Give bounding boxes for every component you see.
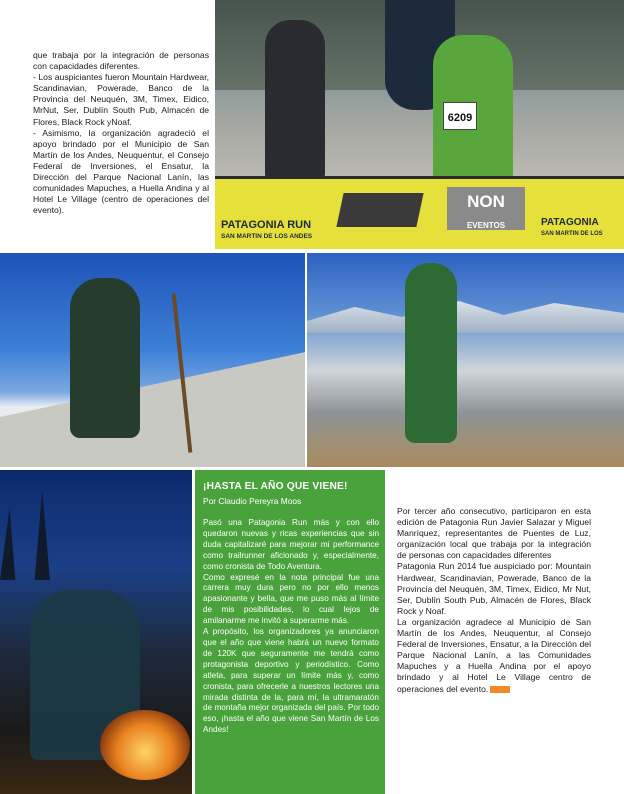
banner-eventos-label: EVENTOS [447,221,525,230]
top-left-text-column [33,50,209,216]
finish-line-photo [215,0,624,249]
paragraph: Como expresé en la nota principal fue una carrera muy dura pero no por ello menos apasionante y bella, que me puso más al límite de mis posibilidades, lo cual lejos de amilanarme me invitó a superarme más. [203,572,379,626]
runner-figure [70,278,140,438]
feature-title: ¡HASTA EL AÑO QUE VIENE! [203,481,348,492]
campfire [100,710,190,780]
night-campfire-photo [0,470,192,794]
tree-silhouettes [0,490,192,580]
paragraph [397,617,591,695]
banner-patagonia-run-logo: PATAGONIA RUN [221,219,312,231]
paragraph-text: La organización agradece al Municipio de San Martín de los Andes, Neuquentur, al Consejo Federal de Inversiones, Ensatur, a la Dirección del Parque Nacional Lanín, a las Comunidades Mapuches y a Huella Andina por el apoyo brindado y al Hotel Le Village centro de operaciones del evento. [397,616,591,694]
snowy-slope [0,345,305,467]
feature-body [203,518,379,736]
runner-with-stick-photo [0,253,305,467]
paragraph: - Los auspiciantes fueron Mountain Hardwear, Scandinavian, Powerade, Banco de la Provincia del Neuquén, 3M, Timex, Eidico, MrNut, Ser, Dublín South Pub, Almacén de Flores, Black Rock yNoaf. [33,72,209,127]
race-bib: 6209 [443,102,477,130]
end-of-article-mark [490,686,510,693]
banner-patagonia-logo-right: PATAGONIA [541,217,599,228]
paragraph: Por tercer año consecutivo, participaron en esta edición de Patagonia Run Javier Salazar y Miguel Manríquez, representantes de Puentes de Luz, organización local que trabaja por la integración de personas con capacidades diferentes [397,506,591,561]
mountain-runner-photo [307,253,624,467]
spectator-figure [265,20,325,180]
mountain-range [307,293,624,333]
paragraph: A propósito, los organizadores ya anunciaron que el año que viene habrá un nuevo formato de 120K que seguramente me tendrá como protagonista deportivo y periodístico. Como atleta, para superar un límite más y, como cronista, para ofrecerle a nuestros lectores una mirada distinta de la, para mí, la ultramaratón de montaña mejor organizada del país. Por todo eso, ¡hasta el año que viene San Martín de Los Andes! [203,627,379,735]
banner-mx-logo-shape [336,193,423,227]
sponsor-banner [215,176,624,249]
feature-byline: Por Claudio Pereyra Moos [203,496,302,506]
banner-patagonia-run-sub: SAN MARTIN DE LOS ANDES [221,233,313,240]
paragraph: Patagonia Run 2014 fue auspiciado por: Mountain Hardwear, Scandinavian, Powerade, Banco de la Provincia del Neuquén, 3M, Timex, Eidico, Mr Nut, Ser, Dublín South Pub, Almacén de Flores, Black Rock y Noaf. [397,561,591,616]
paragraph: Pasó una Patagonia Run más y con ello quedaron nuevas y ricas experiencias que sin duda capitalizaré para mejorar mi performance como trailrunner aficionado y, especialmente, como cronista de Todo Aventura. [203,518,379,571]
runner-figure [405,263,457,443]
right-text-column [397,506,591,695]
banner-non-logo: NON [447,187,525,221]
banner-patagonia-sub-right: SAN MARTIN DE LOS [541,231,603,237]
paragraph: - Asimismo, la organización agradeció el apoyo brindado por el Municipio de San Martín de los Andes, Neuquentur, el Consejo Federal de Inversiones, el Ensatur, la Dirección del Parque Nacional Lanín, las comunidades Mapuches, a Huella Andina y al Hotel Le Village (centro de operaciones del evento). [33,127,209,216]
paragraph: que trabaja por la integración de personas con capacidades diferentes. [33,50,209,72]
